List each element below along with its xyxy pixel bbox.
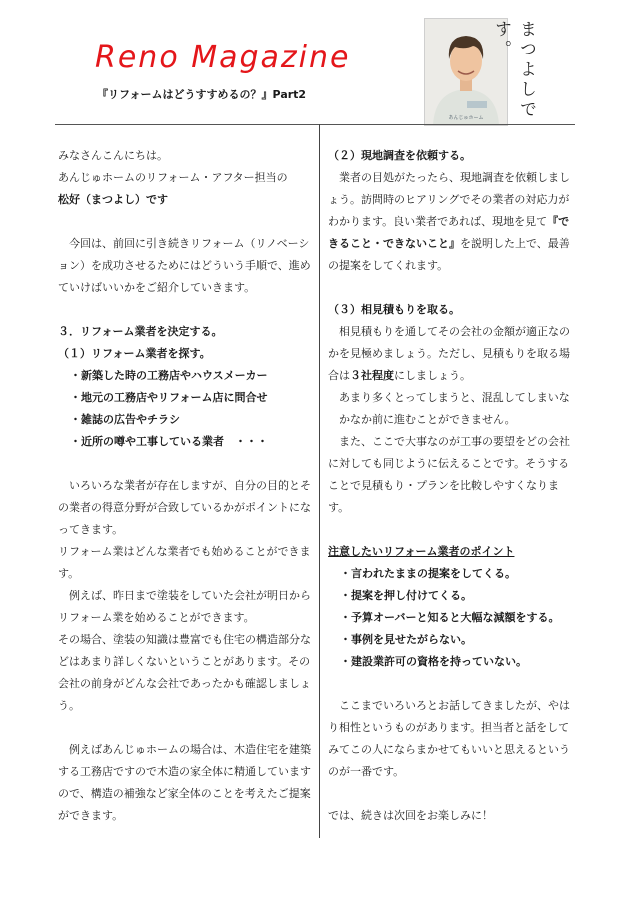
paragraph-anyone: リフォーム業はどんな業者でも始めることができます。 — [58, 545, 311, 580]
caution-item: ・事例を見せたがらない。 — [340, 633, 472, 646]
article-subtitle: 『リフォームはどうすすめるの？』Part2 — [97, 88, 307, 101]
caution-item: ・予算オーバーと知ると大幅な減額をする。 — [340, 611, 560, 624]
photo-caption: あんじゅホーム — [448, 115, 484, 121]
intro-paragraph: 今回は、前回に引き続きリフォーム（リノベーション）を成功させるためにはどういう手順で、進めていけばいいかをご紹介していきます。 — [58, 237, 311, 294]
right-column — [328, 145, 580, 827]
bullet-item: ・地元の工務店やリフォーム店に問合せ — [70, 391, 268, 404]
highlight-three-companies: ３社程度 — [350, 369, 394, 382]
estimate-paragraph: 相見積もりを通してその会社の金額が適正なのかを見極めましょう。ただし、見積もりを取る場合は３社程度にしましょう。 — [328, 325, 570, 382]
section-3-heading: ３．リフォーム業者を決定する。 — [58, 325, 223, 338]
caution-heading: 注意したいリフォーム業者のポイント — [328, 545, 515, 558]
paragraph-example: 例えば、昨日まで塗装をしていた会社が明日からリフォーム業を始めることができます。 — [58, 589, 311, 624]
paragraph-fit: いろいろな業者が存在しますが、自分の目的とその業者の得意分野が合致しているかがポイントになってきます。 — [58, 479, 311, 536]
subsection-3-heading: （３）相見積もりを取る。 — [328, 303, 460, 316]
paragraph-anjyu: 例えばあんじゅホームの場合は、木造住宅を建築する工務店ですので木造の家全体に精通していますので、構造の補強など家全体のことを考えたご提案ができます。 — [58, 743, 311, 822]
highlight-can-cannot: 『できること・できないこと』 — [328, 215, 570, 250]
site-survey-paragraph: 業者の目処がたったら、現地調査を依頼しましょう。訪問時のヒアリングでその業者の対応力がわかります。良い業者であれば、現地を見て『できること・できないこと』を説明した上で、最善の提案をしてくれます。 — [328, 171, 570, 272]
column-divider — [319, 124, 320, 838]
estimate-warning: あまり多くとってしまうと、混乱してしまいなかなか前に進むことができません。 — [339, 391, 570, 426]
caution-item: ・建設業許可の資格を持っていない。 — [340, 655, 527, 668]
caution-item: ・言われたままの提案をしてくる。 — [340, 567, 516, 580]
subsection-1-heading: （１）リフォーム業者を探す。 — [58, 347, 211, 360]
header-divider — [55, 124, 575, 125]
estimate-tip: また、ここで大事なのが工事の要望をどの会社に対しても同じように伝えることです。そうすることで見積もり・プランを比較しやすくなります。 — [328, 435, 570, 514]
closing-line: では、続きは次回をお楽しみに！ — [328, 809, 493, 822]
handwritten-signature: まつよしです。 — [491, 20, 536, 120]
caution-item: ・提案を押し付けてくる。 — [340, 589, 472, 602]
paragraph-check: その場合、塗装の知識は豊富でも住宅の構造部分などはあまり詳しくないということがあります。その会社の前身がどんな会社であったかも確認しましょう。 — [58, 633, 311, 712]
greeting-line-2: あんじゅホームのリフォーム・アフター担当の — [58, 171, 288, 184]
closing-paragraph: ここまでいろいろとお話してきましたが、やはり相性というものがあります。担当者と話をしてみてこの人にならまかせてもいいと思えるというのが一番です。 — [328, 699, 570, 778]
bullet-item: ・新築した時の工務店やハウスメーカー — [70, 369, 268, 382]
subsection-2-heading: （２）現地調査を依頼する。 — [328, 149, 471, 162]
greeting-line-1: みなさんこんにちは。 — [58, 149, 168, 162]
author-name: 松好（まつよし）です — [58, 193, 168, 206]
magazine-title: Reno Magazine — [95, 40, 351, 75]
bullet-item: ・近所の噂や工事している業者 ・・・ — [70, 435, 268, 448]
left-column — [58, 145, 316, 827]
bullet-item: ・雑誌の広告やチラシ — [70, 413, 180, 426]
